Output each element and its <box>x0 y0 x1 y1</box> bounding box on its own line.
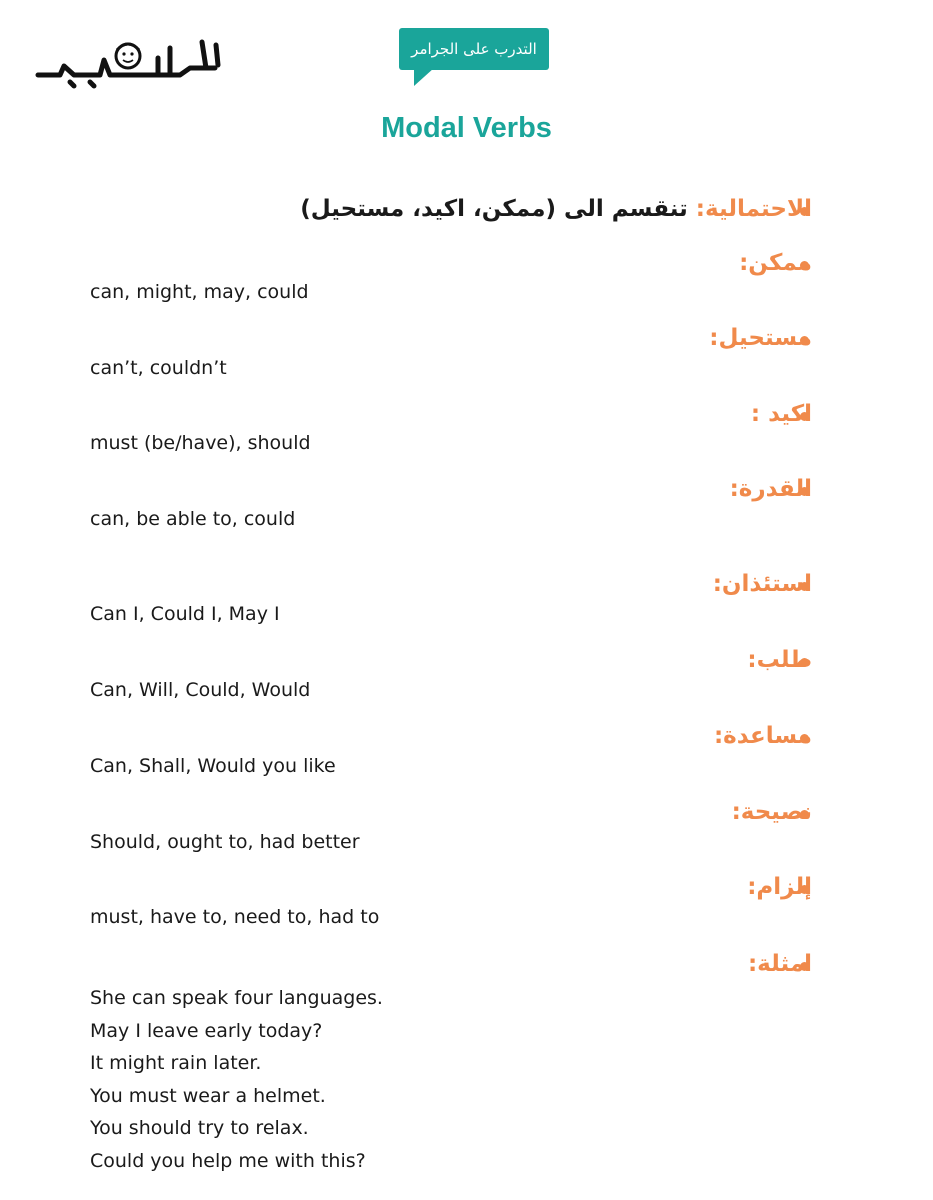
section-heading: اكيد : <box>750 401 812 427</box>
intro-text: تنقسم الى (ممكن، اكيد، مستحيل) <box>300 196 696 222</box>
section-heading: القدرة: <box>729 476 812 502</box>
examples-heading: امثلة: <box>747 951 812 977</box>
section-heading: استئذان: <box>712 571 812 597</box>
page-title: Modal Verbs <box>381 112 552 144</box>
section-content: Can, Will, Could, Would <box>90 679 311 701</box>
example-item: She can speak four languages. <box>90 987 383 1009</box>
section-content: must, have to, need to, had to <box>90 906 380 928</box>
example-item: Could you help me with this? <box>90 1149 366 1172</box>
section-heading: نصيحة: <box>731 799 812 825</box>
examples-list <box>90 982 383 1177</box>
example-item: It might rain later. <box>90 1052 262 1074</box>
section-content: Can, Shall, Would you like <box>90 755 336 777</box>
section-heading: طلب: <box>747 647 812 673</box>
section-heading: ممكن: <box>739 250 812 276</box>
section-heading: مستحيل: <box>709 325 812 351</box>
example-item: You should try to relax. <box>90 1117 309 1139</box>
section-content: can’t, couldn’t <box>90 357 227 379</box>
example-item: You must wear a helmet. <box>90 1084 326 1107</box>
intro-label: الاحتمالية: <box>695 196 812 222</box>
badge-tail <box>414 68 434 86</box>
section-content: must (be/have), should <box>90 432 311 454</box>
section-heading: إلزام: <box>747 874 812 900</box>
section-content: can, might, may, could <box>90 281 309 303</box>
section-heading: مساعدة: <box>713 723 812 749</box>
example-item: May I leave early today? <box>90 1019 323 1042</box>
logo <box>30 30 225 90</box>
section-content: Can I, Could I, May I <box>90 603 280 625</box>
topic-badge: التدرب على الجرامر <box>399 28 549 70</box>
section-content: can, be able to, could <box>90 508 296 530</box>
section-content: Should, ought to, had better <box>90 831 360 853</box>
intro-line <box>300 196 812 222</box>
